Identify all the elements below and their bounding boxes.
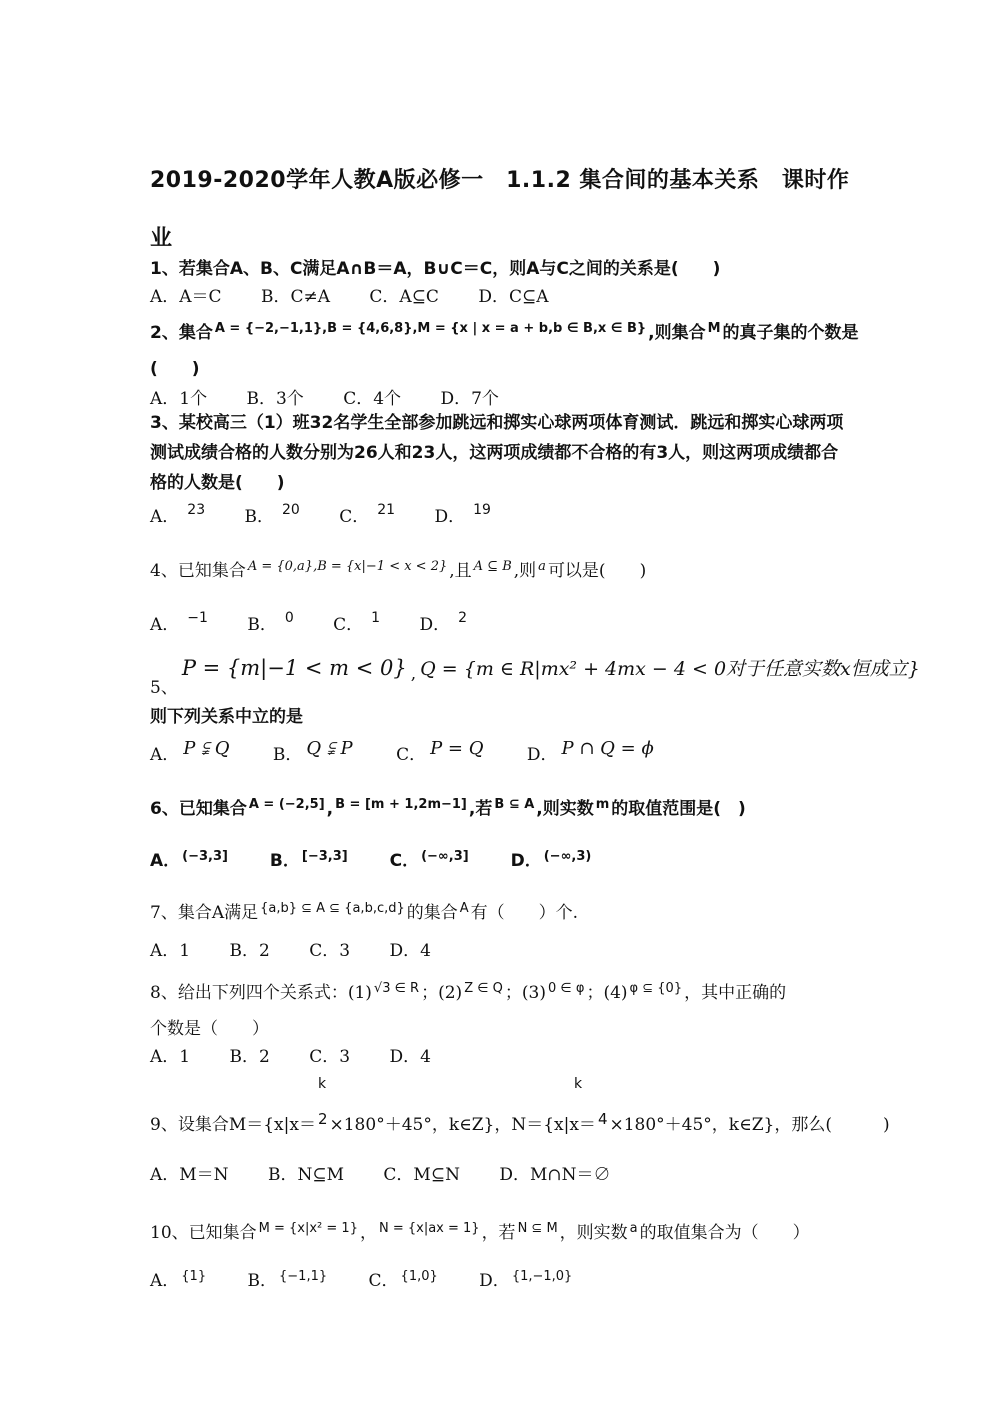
- option: C．A⊆C: [369, 287, 439, 307]
- option-label: D．: [434, 507, 466, 527]
- text: 有（ ）个.: [470, 903, 579, 923]
- option: C．4个: [343, 389, 402, 409]
- option-value: 0: [284, 610, 294, 626]
- option: [150, 502, 205, 527]
- math-formula: Z ∈ Q: [464, 981, 503, 996]
- text: ；(2): [421, 983, 463, 1003]
- text: ×180°＋45°，k∈Z}，那么( ): [609, 1115, 890, 1135]
- math-formula: N = {x|ax = 1}: [378, 1221, 480, 1236]
- option-label: C．: [396, 745, 427, 765]
- option: [247, 610, 293, 635]
- question-8-options: [150, 1042, 855, 1067]
- math-formula: m: [595, 797, 610, 812]
- option-value: P ⫋ Q: [183, 738, 230, 759]
- fraction-numerator: k: [574, 1076, 583, 1092]
- option: [390, 846, 471, 871]
- option-value: 23: [187, 502, 206, 518]
- question-8-stem: [150, 978, 855, 1003]
- text: 的集合: [406, 903, 458, 923]
- option-label: B．: [244, 507, 275, 527]
- text: ,若: [468, 799, 493, 819]
- question-10-stem: [150, 1218, 855, 1243]
- fraction-denominator: 2: [317, 1110, 328, 1128]
- text: ,: [326, 799, 334, 819]
- question-2-paren: ( ): [150, 359, 200, 379]
- question-9-stem: [150, 1110, 890, 1135]
- option: [511, 846, 594, 871]
- option-label: C．: [368, 1271, 399, 1291]
- math-formula: a: [538, 559, 546, 574]
- option: [333, 610, 380, 635]
- math-formula: B = [m + 1,2m−1]: [335, 797, 467, 812]
- math-formula: A ⊆ B: [473, 559, 512, 574]
- option: B．C≠A: [260, 287, 330, 307]
- option: [150, 738, 234, 765]
- math-formula: N ⊆ M: [517, 1221, 558, 1236]
- math-formula: M = {x|x² = 1}: [258, 1221, 358, 1236]
- option-value: [−3,3]: [301, 849, 348, 864]
- option: B．3个: [246, 389, 304, 409]
- option-value: 19: [473, 502, 491, 518]
- option: A．1: [150, 941, 191, 961]
- math-formula: A = (−2,5]: [248, 797, 325, 812]
- text: ×180°＋45°，k∈Z}，N＝{x|x＝: [329, 1115, 596, 1135]
- option: [150, 846, 230, 871]
- option-value: 21: [377, 502, 396, 518]
- math-formula: a: [629, 1221, 638, 1236]
- option-label: A．: [150, 745, 180, 765]
- math-formula: √3 ∈ R: [373, 981, 420, 996]
- option: [270, 846, 350, 871]
- question-6-options: [150, 846, 855, 871]
- text: ，则实数: [559, 1223, 628, 1243]
- option-value: {1}: [181, 1269, 207, 1284]
- math-formula: {a,b} ⊆ A ⊆ {a,b,c,d}: [260, 901, 405, 916]
- option: [527, 738, 658, 765]
- option: A．1个: [150, 389, 208, 409]
- option-label: A．: [150, 851, 181, 871]
- option: [339, 502, 395, 527]
- question-7-stem: [150, 898, 855, 923]
- question-3-stem: 3、某校高三（1）班32名学生全部参加跳远和掷实心球两项体育测试．跳远和掷实心球两项测试成绩合格的人数分别为26人和23人，这两项成绩都不合格的有3人，则这两项成绩都合格的人数是( ): [150, 413, 844, 493]
- text: 6、已知集合: [150, 799, 247, 819]
- text: 8、给出下列四个关系式：(1): [150, 983, 372, 1003]
- text: ,则集合: [648, 323, 706, 343]
- math-formula: φ ⊆ {0}: [629, 981, 683, 996]
- option: [150, 1266, 208, 1291]
- question-5-options: [150, 738, 855, 765]
- option-value: (−∞,3]: [421, 849, 469, 864]
- option-label: C．: [339, 507, 370, 527]
- math-formula: 0 ∈ φ: [548, 981, 585, 996]
- math-formula: A: [459, 901, 469, 916]
- option-value: 20: [282, 502, 300, 518]
- option: A．M＝N: [150, 1165, 229, 1185]
- question-2-options: [150, 384, 855, 409]
- option: B．2: [229, 941, 270, 961]
- question-3-options: [150, 502, 855, 527]
- option-value: −1: [187, 610, 208, 626]
- option: [420, 610, 468, 635]
- option: [479, 1266, 574, 1291]
- text: ,: [410, 664, 417, 684]
- math-formula: A = {0,a},B = {x|−1 < x < 2}: [247, 559, 448, 574]
- option-label: A．: [150, 507, 180, 527]
- option-label: B．: [269, 851, 300, 871]
- option-value: {1,0}: [400, 1269, 438, 1284]
- option: C．3: [309, 1047, 351, 1067]
- math-formula: A = {−2,−1,1},B = {4,6,8},M = {x | x = a + b,b ∈ B,x ∈ B}: [214, 321, 647, 336]
- option-label: A．: [150, 1271, 180, 1291]
- question-4-options: [150, 610, 855, 635]
- text: ；(4): [586, 983, 628, 1003]
- question-6-stem: [150, 794, 855, 819]
- option-value: P = Q: [430, 738, 484, 759]
- text: ，若: [481, 1223, 516, 1243]
- option: [248, 1266, 330, 1291]
- option-label: B．: [272, 745, 303, 765]
- text: ,且: [449, 561, 472, 581]
- option: [150, 610, 208, 635]
- option: C．M⊆N: [383, 1165, 460, 1185]
- question-7-options: [150, 936, 855, 961]
- question-9-options: [150, 1160, 855, 1185]
- option-value: (−∞,3): [543, 849, 592, 864]
- math-formula: B ⊆ A: [494, 797, 535, 812]
- option-value: 2: [458, 610, 468, 626]
- option-value: 1: [371, 610, 381, 626]
- option: D．4: [389, 941, 431, 961]
- text: 9、设集合M＝{x|x＝: [150, 1115, 316, 1135]
- option-label: D．: [510, 851, 542, 871]
- option: A．A＝C: [150, 287, 222, 307]
- option: D．C⊆A: [478, 287, 549, 307]
- option-value: {1,−1,0}: [511, 1269, 573, 1284]
- fraction-denominator: 4: [597, 1110, 608, 1128]
- question-5-stem: [150, 654, 920, 698]
- fraction-numerator: k: [318, 1076, 327, 1092]
- option: B．N⊆M: [267, 1165, 344, 1185]
- text: ，: [359, 1223, 377, 1243]
- question-10-options: [150, 1266, 855, 1291]
- option: [273, 738, 357, 765]
- option: [369, 1266, 440, 1291]
- math-formula: M: [707, 321, 721, 336]
- text: ，其中正确的: [684, 983, 787, 1003]
- question-2-stem: [150, 318, 859, 343]
- option: [396, 738, 487, 765]
- option-label: D．: [419, 615, 451, 635]
- text: 的取值范围是( ): [611, 799, 746, 819]
- option: B．2: [229, 1047, 270, 1067]
- question-5-stem-2: 则下列关系中立的是: [150, 707, 303, 727]
- option: A．1: [150, 1047, 191, 1067]
- option: [245, 502, 300, 527]
- option-value: P ∩ Q = ϕ: [561, 738, 654, 759]
- option-value: Q ⫋ P: [306, 738, 353, 759]
- question-1-stem: 1、若集合A、B、C满足A∩B＝A，B∪C＝C，则A与C之间的关系是( ): [150, 259, 721, 279]
- text: ,则实数: [536, 799, 594, 819]
- text: ；(3): [504, 983, 547, 1003]
- text: 的取值集合为（ ）: [639, 1223, 810, 1243]
- math-formula: Q = {m ∈ R|mx² + 4mx − 4 < 0对于任意实数x恒成立}: [420, 658, 920, 680]
- option-label: A．: [150, 615, 180, 635]
- text: 的真子集的个数是: [722, 323, 859, 343]
- option-label: C．: [333, 615, 364, 635]
- text: 2、集合: [150, 323, 213, 343]
- text: 5、: [150, 678, 178, 698]
- math-formula: P = {m|−1 < m < 0}: [181, 656, 407, 680]
- question-1-options: [150, 282, 855, 307]
- option-label: B．: [247, 615, 277, 635]
- option: C．3: [309, 941, 351, 961]
- option: D．4: [389, 1047, 431, 1067]
- option-label: B．: [247, 1271, 278, 1291]
- text: 7、集合A满足: [150, 903, 259, 923]
- option: [435, 502, 491, 527]
- question-4-stem: [150, 556, 855, 581]
- option: D．M∩N＝∅: [499, 1165, 611, 1185]
- option-label: D．: [526, 745, 558, 765]
- option-value: (−3,3]: [182, 849, 228, 864]
- option: D．7个: [440, 389, 499, 409]
- option-value: {−1,1}: [279, 1269, 328, 1284]
- option-label: C．: [389, 851, 420, 871]
- option-label: D．: [479, 1271, 510, 1291]
- text: 4、已知集合: [150, 561, 246, 581]
- text: 10、已知集合: [150, 1223, 257, 1243]
- text: 可以是( ): [547, 561, 647, 581]
- text: ,则: [513, 561, 537, 581]
- page-title: 2019-2020学年人教A版必修一 1.1.2 集合间的基本关系 课时作业: [150, 168, 850, 251]
- question-8-stem-2: 个数是（ ）: [150, 1019, 269, 1039]
